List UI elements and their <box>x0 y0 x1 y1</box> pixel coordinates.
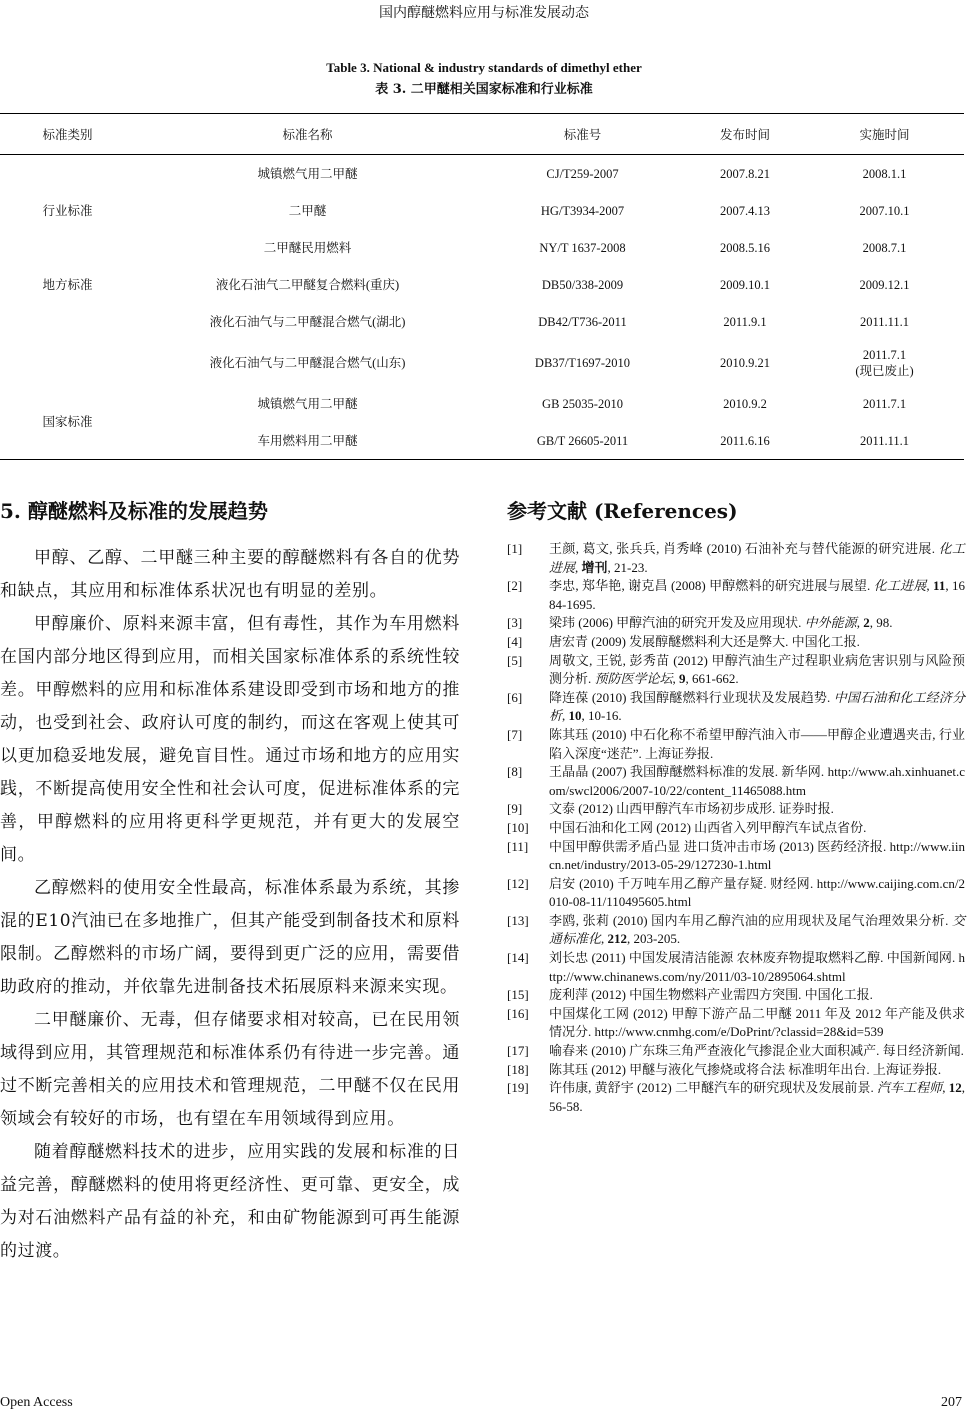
reference-list <box>507 540 965 1116</box>
pages: , 21-23. <box>607 559 648 575</box>
name-cell <box>135 422 480 460</box>
reference-text <box>549 838 965 875</box>
header-category: 标准类别 <box>0 114 135 155</box>
reference-number: [4] <box>507 633 523 649</box>
pages: , 98. <box>869 615 893 631</box>
reference-text: 梁玮 (2006) 甲醇汽油的研究开发及应用现状. 中外能源, 2, 98. <box>549 615 893 631</box>
reference-number: [13] <box>507 912 529 928</box>
code-cell-text: DB42/T736-2011 <box>538 314 627 329</box>
journal-name: 汽车工程师 <box>877 1080 943 1096</box>
header-code: 标准号 <box>480 114 685 155</box>
code-cell <box>480 266 685 303</box>
reference-text <box>549 1042 965 1061</box>
table-row <box>0 422 964 460</box>
code-cell <box>480 340 685 385</box>
reference-number: [3] <box>507 615 523 631</box>
code-cell <box>480 229 685 266</box>
table-row <box>0 340 964 385</box>
effective-date-cell-text: 2008.7.1 <box>862 240 907 255</box>
name-cell <box>135 340 480 385</box>
reference-item <box>507 1042 965 1061</box>
code-cell-text: GB 25035-2010 <box>542 396 623 411</box>
effective-date-cell <box>805 385 964 422</box>
effective-date-cell-text: 2011.7.1 <box>862 396 907 411</box>
footer-open-access: Open Access <box>0 1395 73 1410</box>
name-cell <box>135 229 480 266</box>
reference-body: 唐宏青 (2009) 发展醇醚燃料利大还是弊大. 中国化工报. <box>549 633 860 649</box>
paragraph: 甲醇廉价、原料来源丰富，但有毒性，其作为车用燃料在国内部分地区得到应用，而相关国家标准体系的系统性较差。甲醇燃料的应用和标准体系建设即受到市场和地方的推动，也受到社会、政府认可度的制约，而这在客观上使其可以更加稳妥地发展，避免盲目性。通过市场和地方的应用实践，不断提高使用安全性和社会认可度，促进标准体系的完善，甲醇燃料的应用将更科学更规范，并有更大的发展空间。 <box>0 614 460 865</box>
reference-body: 周敬文, 王锐, 彭秀苗 (2012) 甲醇汽油生产过程职业病危害识别与风险预测分析. <box>549 652 965 687</box>
references-heading: 参考文献 (References) <box>507 499 738 523</box>
volume: 10 <box>568 708 582 724</box>
pages: , 203-205. <box>627 931 681 947</box>
effective-date-cell <box>805 303 964 340</box>
effective-date-cell <box>805 340 964 385</box>
code-cell-text: GB/T 26605-2011 <box>536 433 629 448</box>
abolished-note: (现已废止) <box>855 363 914 378</box>
publish-date-cell-text: 2007.4.13 <box>720 203 770 218</box>
reference-body: 李忠, 郑华艳, 谢克昌 (2008) 甲醇燃料的研究进展与展望. <box>549 578 874 594</box>
reference-number: [15] <box>507 987 529 1003</box>
reference-number: [17] <box>507 1043 529 1059</box>
table-row <box>0 385 964 422</box>
code-cell <box>480 303 685 340</box>
reference-item <box>507 1061 965 1080</box>
reference-body: 梁玮 (2006) 甲醇汽油的研究开发及应用现状. <box>549 615 805 631</box>
reference-item <box>507 800 965 819</box>
category-cell: 行业标准 <box>42 203 93 218</box>
name-cell-text: 城镇燃气用二甲醚 <box>257 396 358 411</box>
reference-text <box>549 763 965 800</box>
journal-name: 中国石油和化工经济分析 <box>549 689 965 724</box>
code-cell-text: DB50/338-2009 <box>541 277 624 292</box>
reference-body: 王颜, 葛文, 张兵兵, 肖秀峰 (2010) 石油补充与替代能源的研究进展. <box>549 541 939 556</box>
code-cell-text: DB37/T1697-2010 <box>534 355 631 370</box>
publish-date-cell-text: 2011.6.16 <box>720 433 770 448</box>
code-cell <box>480 385 685 422</box>
code-cell <box>480 155 685 193</box>
table-row <box>0 266 964 303</box>
reference-text: 李忠, 郑华艳, 谢克昌 (2008) 甲醇燃料的研究进展与展望. 化工进展, 11, 1684-1695. <box>549 578 966 612</box>
reference-item <box>507 614 965 633</box>
name-cell <box>135 303 480 340</box>
reference-body: 陈其珏 (2010) 中石化称不希望甲醇汽油入市——甲醇企业遭遇夹击, 行业陷入深度“迷茫”. 上海证券报. <box>549 726 965 761</box>
reference-number: [1] <box>507 541 523 556</box>
table-row <box>0 303 964 340</box>
publish-date-cell <box>685 192 805 229</box>
reference-body: 文泰 (2012) 山西甲醇汽车市场初步成形. 证券时报. <box>549 801 834 817</box>
reference-number: [2] <box>507 578 523 594</box>
paragraph: 甲醇、乙醇、二甲醚三种主要的醇醚燃料有各自的优势和缺点，其应用和标准体系状况也有明显的差别。 <box>0 548 460 601</box>
reference-body: 中国煤化工网 (2012) 甲醇下游产品二甲醚 2011 年及 2012 年产能及供求情况分. http://www.cnmhg.com/e/DoPrint/?classid=28&id=539 <box>549 1005 965 1040</box>
volume: 212 <box>607 931 628 947</box>
reference-item <box>507 875 965 912</box>
reference-number: [8] <box>507 764 523 780</box>
publish-date-cell <box>685 385 805 422</box>
effective-date-cell-text: 2011.7.1 <box>862 347 907 362</box>
reference-number: [9] <box>507 801 523 817</box>
effective-date-cell-text: 2011.11.1 <box>859 433 910 448</box>
publish-date-cell-text: 2007.8.21 <box>720 166 770 181</box>
reference-body: 刘长忠 (2011) 中国发展清洁能源 农林废弃物提取燃料乙醇. 中国新闻网. http://www.chinanews.com/ny/2011/03-10/2895064.shtml <box>549 950 965 984</box>
reference-item <box>507 652 965 689</box>
category-cell <box>0 340 135 385</box>
name-cell-text: 二甲醚民用燃料 <box>263 240 352 255</box>
publish-date-cell-text: 2010.9.2 <box>723 396 767 411</box>
reference-text: 降连葆 (2010) 我国醇醚燃料行业现状及发展趋势. 中国石油和化工经济分析, 10, 10-16. <box>549 689 965 724</box>
reference-number: [18] <box>507 1061 529 1077</box>
reference-body: 喻春来 (2010) 广东珠三角严查液化气掺混企业大面积减产. 每日经济新闻. <box>549 1043 964 1059</box>
reference-number: [16] <box>507 1005 529 1021</box>
reference-body: 许伟康, 黄舒宇 (2012) 二甲醚汽车的研究现状及发展前景. <box>549 1080 878 1096</box>
volume: 9 <box>679 671 686 687</box>
reference-item <box>507 949 965 986</box>
reference-body: 陈其珏 (2012) 甲醚与液化气掺烧或将合法 标准明年出台. 上海证券报. <box>549 1061 942 1077</box>
reference-number: [5] <box>507 652 523 668</box>
header-name: 标准名称 <box>135 114 480 155</box>
reference-item <box>507 912 965 949</box>
header-publish-date: 发布时间 <box>685 114 805 155</box>
reference-text <box>549 1005 965 1042</box>
volume: 12 <box>948 1080 962 1096</box>
name-cell-text: 二甲醚 <box>288 203 327 218</box>
table-row <box>0 192 964 229</box>
effective-date-cell <box>805 266 964 303</box>
reference-number: [14] <box>507 950 529 966</box>
table-caption-en: Table 3. National & industry standards of dimethyl ether <box>326 60 642 75</box>
name-cell-text: 液化石油气与二甲醚混合燃气(山东) <box>209 355 406 370</box>
name-cell <box>135 155 480 193</box>
reference-text: 周敬文, 王锐, 彭秀苗 (2012) 甲醇汽油生产过程职业病危害识别与风险预测分析. 预防医学论坛, 9, 661-662. <box>549 652 965 687</box>
running-title: 国内醇醚燃料应用与标准发展动态 <box>379 5 589 21</box>
publish-date-cell-text: 2010.9.21 <box>720 355 770 370</box>
reference-number: [19] <box>507 1080 529 1096</box>
name-cell <box>135 385 480 422</box>
publish-date-cell <box>685 422 805 460</box>
journal-name: 化工进展 <box>873 578 927 594</box>
effective-date-cell-text: 2007.10.1 <box>859 203 910 218</box>
effective-date-cell-text: 2009.12.1 <box>859 277 910 292</box>
name-cell <box>135 266 480 303</box>
standards-table <box>0 113 964 460</box>
code-cell-text: NY/T 1637-2008 <box>539 240 626 255</box>
reference-text <box>549 726 965 763</box>
name-cell-text: 液化石油气与二甲醚混合燃气(湖北) <box>209 314 406 329</box>
reference-text <box>549 986 965 1005</box>
table-row <box>0 155 964 193</box>
publish-date-cell <box>685 303 805 340</box>
volume: 2 <box>863 615 870 631</box>
reference-text <box>549 819 965 838</box>
table-row <box>0 229 964 266</box>
page-number: 207 <box>941 1395 962 1410</box>
reference-text <box>549 1061 965 1080</box>
reference-body: 启安 (2010) 千万吨车用乙醇产量存疑. 财经网. http://www.caijing.com.cn/2010-08-11/110495605.html <box>549 875 965 910</box>
table-caption-zh: 表 3. 二甲醚相关国家标准和行业标准 <box>375 82 593 97</box>
reference-number: [6] <box>507 689 523 705</box>
volume: 11 <box>933 578 946 594</box>
reference-text: 许伟康, 黄舒宇 (2012) 二甲醚汽车的研究现状及发展前景. 汽车工程师, 12, 56-58. <box>549 1080 965 1114</box>
code-cell-text: HG/T3934-2007 <box>540 203 625 218</box>
effective-date-cell <box>805 192 964 229</box>
effective-date-cell-text: 2011.11.1 <box>859 314 910 329</box>
reference-item <box>507 577 965 614</box>
reference-number: [11] <box>507 838 529 854</box>
reference-item <box>507 540 965 577</box>
code-cell <box>480 192 685 229</box>
journal-name: 中外能源 <box>804 615 857 631</box>
pages: , 56-58. <box>549 1080 965 1114</box>
reference-number: [10] <box>507 819 529 835</box>
pages: , 1684-1695. <box>549 578 966 612</box>
reference-text <box>549 633 965 652</box>
header-effective-date: 实施时间 <box>805 114 964 155</box>
reference-item <box>507 986 965 1005</box>
reference-item <box>507 689 965 726</box>
table-header-row <box>0 114 964 155</box>
effective-date-cell <box>805 422 964 460</box>
effective-date-cell-text: 2008.1.1 <box>862 166 907 181</box>
publish-date-cell-text: 2009.10.1 <box>720 277 770 292</box>
paragraph: 随着醇醚燃料技术的进步，应用实践的发展和标准的日益完善，醇醚燃料的使用将更经济性、更可靠、更安全，成为对石油燃料产品有益的补充，和由矿物能源到可再生能源的过渡。 <box>0 1142 460 1261</box>
journal-name: 化工进展 <box>549 541 965 575</box>
reference-item <box>507 838 965 875</box>
name-cell-text: 城镇燃气用二甲醚 <box>257 166 358 181</box>
effective-date-cell <box>805 155 964 193</box>
journal-name: 预防医学论坛 <box>594 671 673 687</box>
reference-text <box>549 800 965 819</box>
reference-item <box>507 1079 965 1116</box>
reference-body: 降连葆 (2010) 我国醇醚燃料行业现状及发展趋势. <box>549 689 834 705</box>
pages: , 661-662. <box>685 671 739 687</box>
journal-name: 交通标准化 <box>549 912 965 947</box>
reference-text: 李鸥, 张莉 (2010) 国内车用乙醇汽油的应用现状及尾气治理效果分析. 交通标准化, 212, 203-205. <box>549 912 965 947</box>
references-section <box>507 495 965 1116</box>
paragraph: 乙醇燃料的使用安全性最高，标准体系最为系统，其掺混的E10汽油已在多地推广，但其产能受到制备技术和原料限制。乙醇燃料的市场广阔，要得到更广泛的应用，需要借助政府的推动，并依靠先进制备技术拓展原料来源来实现。 <box>0 878 460 997</box>
publish-date-cell <box>685 155 805 193</box>
effective-date-cell <box>805 229 964 266</box>
reference-item <box>507 763 965 800</box>
code-cell-text: CJ/T259-2007 <box>546 166 619 181</box>
reference-text: 王颜, 葛文, 张兵兵, 肖秀峰 (2010) 石油补充与替代能源的研究进展. 化工进展, 增刊, 21-23. <box>549 541 965 575</box>
section-heading: 5. 醇醚燃料及标准的发展趋势 <box>0 499 268 523</box>
reference-item <box>507 819 965 838</box>
reference-body: 中国石油和化工网 (2012) 山西省入列甲醇汽车试点省份. <box>549 819 867 835</box>
reference-number: [7] <box>507 726 523 742</box>
reference-item <box>507 633 965 652</box>
name-cell <box>135 192 480 229</box>
publish-date-cell <box>685 340 805 385</box>
reference-body: 中国甲醇供需矛盾凸显 进口货冲击市场 (2013) 医药经济报. http://www.iincn.net/industry/2013-05-29/127230-1.html <box>549 838 965 873</box>
section-5 <box>0 495 460 1268</box>
reference-text <box>549 875 965 912</box>
publish-date-cell-text: 2011.9.1 <box>723 314 767 329</box>
reference-body: 王晶晶 (2007) 我国醇醚燃料标准的发展. 新华网. http://www.ah.xinhuanet.com/swcl2006/2007-10/22/content_11465088.htm <box>549 764 965 798</box>
publish-date-cell-text: 2008.5.16 <box>720 240 770 255</box>
reference-item <box>507 1005 965 1042</box>
name-cell-text: 车用燃料用二甲醚 <box>257 433 358 448</box>
code-cell <box>480 422 685 460</box>
reference-text <box>549 949 965 986</box>
reference-number: [12] <box>507 875 529 891</box>
reference-body: 庞利萍 (2012) 中国生物燃料产业需四方突围. 中国化工报. <box>549 987 873 1003</box>
reference-body: 李鸥, 张莉 (2010) 国内车用乙醇汽油的应用现状及尾气治理效果分析. <box>549 912 952 928</box>
volume: 增刊 <box>581 559 608 575</box>
pages: , 10-16. <box>581 708 622 724</box>
category-cell <box>0 303 135 340</box>
reference-item <box>507 726 965 763</box>
publish-date-cell <box>685 266 805 303</box>
publish-date-cell <box>685 229 805 266</box>
paragraph: 二甲醚廉价、无毒，但存储要求相对较高，已在民用领域得到应用，其管理规范和标准体系仍有待进一步完善。通过不断完善相关的应用技术和管理规范，二甲醚不仅在民用领域会有较好的市场，也有望在车用领域得到应用。 <box>0 1010 460 1129</box>
name-cell-text: 液化石油气二甲醚复合燃料(重庆) <box>215 277 400 292</box>
category-cell: 地方标准 <box>42 277 93 292</box>
category-cell: 国家标准 <box>0 385 135 460</box>
